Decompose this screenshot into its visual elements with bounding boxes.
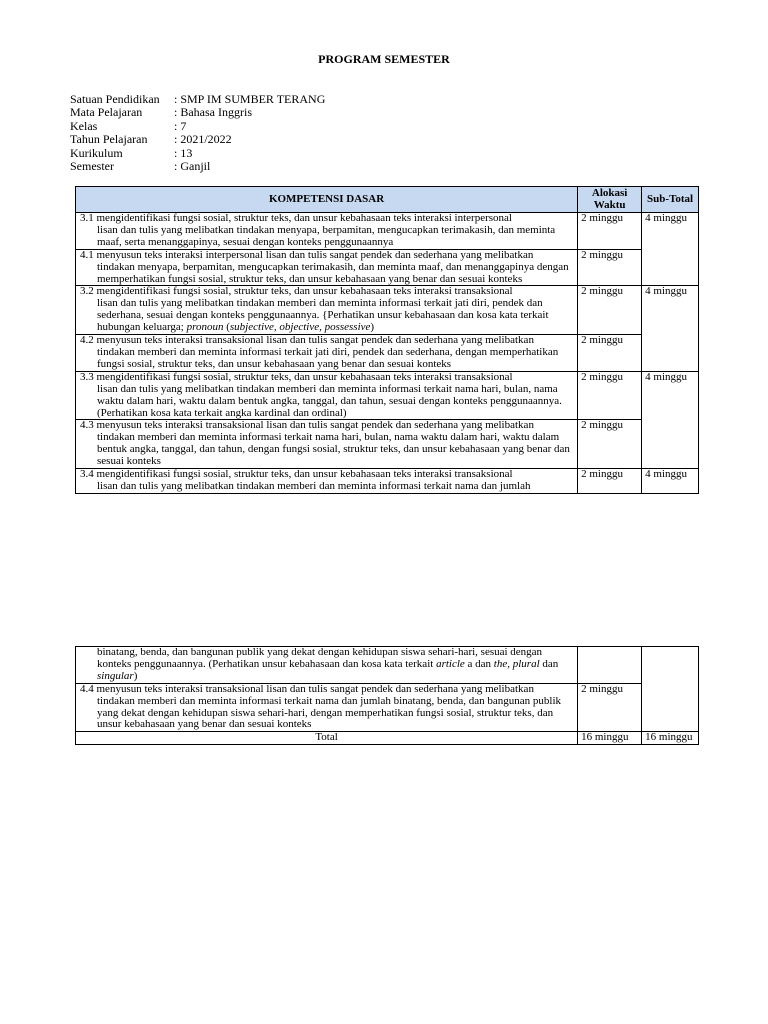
kd-first-line: 3.1 mengidentifikasi fungsi sosial, struktur teks, dan unsur kebahasaan teks interaksi interpersonal <box>80 212 512 224</box>
total-subtotal: 16 minggu <box>642 732 699 745</box>
kd-first-line: 4.3 menyusun teks interaksi transaksional lisan dan tulis sangat pendek dan sederhana yang melibatkan <box>80 419 534 432</box>
info-row <box>70 93 325 106</box>
info-row <box>70 147 325 160</box>
header-kompetensi: KOMPETENSI DASAR <box>76 187 578 213</box>
info-value: : SMP IM SUMBER TERANG <box>174 92 326 106</box>
alokasi-cell: 2 minggu <box>578 213 642 250</box>
kd-rest: tindakan menyapa, berpamitan, mengucapkan terimakasih, dan meminta maaf, dan menanggapinya dengan memperhatikan fungsi sosial, struktur teks, dan unsur kebahasaan yang benar dan sesuai konteks <box>97 260 569 285</box>
info-label: Kurikulum <box>70 145 123 160</box>
kd-rest <box>80 647 574 683</box>
info-value: : 2021/2022 <box>174 132 232 147</box>
info-label: Satuan Pendidikan <box>70 92 160 106</box>
kd-first-line: 4.1 menyusun teks interaksi interpersonal lisan dan tulis sangat pendek dan sederhana yang melibatkan <box>80 248 534 261</box>
kd-rest-italic: singular <box>97 669 134 682</box>
kd-rest-text: ) <box>370 321 375 334</box>
kd-cell <box>76 249 578 286</box>
info-label: Kelas <box>70 118 98 133</box>
kd-first-line: 3.4 mengidentifikasi fungsi sosial, struktur teks, dan unsur kebahasaan teks interaksi transaksional <box>80 468 513 481</box>
alokasi-cell: 2 minggu <box>578 371 642 420</box>
alokasi-cell-empty <box>578 647 642 684</box>
info-value: : Ganjil <box>174 159 211 174</box>
kd-cell <box>76 420 578 469</box>
kd-rest-text: binatang, benda, dan bangunan publik yang dekat dengan kehidupan siswa sehari-hari, sesuai dengan konteks penggunaannya. (Perhatikan unsur kebahasaan dan kosa kata terkait <box>97 646 543 670</box>
kd-rest: lisan dan tulis yang melibatkan tindakan memberi dan meminta informasi terkait nama hari, bulan, nama waktu dalam hari, waktu dalam bentuk angka, tanggal, dan tahun, sesuai dengan konteks penggunaannya. (Perhatikan kosa kata terkait angka kardinal dan ordinal) <box>97 382 562 419</box>
page-title: PROGRAM SEMESTER <box>318 52 450 66</box>
subtotal-cell: 4 minggu <box>642 371 699 468</box>
info-block <box>70 93 325 173</box>
header-alokasi: Alokasi Waktu <box>578 187 642 213</box>
subtotal-cell: 4 minggu <box>642 213 699 286</box>
alokasi-cell: 2 minggu <box>578 286 642 335</box>
kd-cell <box>76 683 578 732</box>
info-label: Tahun Pelajaran <box>70 132 148 147</box>
kd-rest: tindakan memberi dan meminta informasi terkait jati diri, pendek dan sederhana, dengan memperhatikan fungsi sosial, struktur teks, dan unsur kebahasaan yang benar dan sesuai konteks <box>97 345 559 370</box>
table-row <box>76 683 699 732</box>
table-row <box>76 469 699 494</box>
kd-rest-italic: the, plural <box>493 657 540 670</box>
kd-rest: lisan dan tulis yang melibatkan tindakan memberi dan meminta informasi terkait nama dan jumlah <box>97 479 531 492</box>
kd-cell <box>76 213 578 250</box>
kd-rest-italic: subjective, objective, possessive <box>229 321 371 334</box>
kd-first-line: 4.2 menyusun teks interaksi transaksional lisan dan tulis sangat pendek dan sederhana yang melibatkan <box>80 334 534 347</box>
subtotal-cell: 4 minggu <box>642 469 699 494</box>
info-row <box>70 120 325 133</box>
info-label: Semester <box>70 159 114 174</box>
kd-first-line: 3.3 mengidentifikasi fungsi sosial, struktur teks, dan unsur kebahasaan teks interaksi transaksional <box>80 370 513 383</box>
total-row <box>76 732 699 745</box>
total-alokasi: 16 minggu <box>578 732 642 745</box>
kd-rest-italic: article <box>436 657 465 670</box>
competency-table-continued <box>75 646 699 745</box>
info-value: : 7 <box>174 118 187 133</box>
kd-cell <box>76 371 578 420</box>
kd-cell <box>76 469 578 494</box>
kd-rest: tindakan memberi dan meminta informasi terkait nama hari, bulan, nama waktu dalam hari, waktu dalam bentuk angka, tanggal, dan tahun, dengan fungsi sosial, struktur teks, dan unsur kebahasaan yang benar dan sesuai konteks <box>97 431 570 468</box>
kd-rest-text: ( <box>223 321 230 334</box>
alokasi-cell: 2 minggu <box>578 249 642 286</box>
kd-rest-text: dan <box>539 657 559 670</box>
subtotal-cell-empty <box>642 647 699 732</box>
kd-rest: lisan dan tulis yang melibatkan tindakan menyapa, berpamitan, mengucapkan terimakasih, dan meminta maaf, serta menanggapinya, sesuai dengan konteks penggunaannya <box>97 223 556 248</box>
table-row <box>76 371 699 420</box>
alokasi-cell: 2 minggu <box>578 420 642 469</box>
table-row <box>76 249 699 286</box>
table-row <box>76 286 699 335</box>
alokasi-cell: 2 minggu <box>578 469 642 494</box>
kd-rest-italic: pronoun <box>186 321 224 334</box>
kd-rest: tindakan memberi dan meminta informasi terkait nama dan jumlah binatang, benda, dan bangunan publik yang dekat dengan kehidupan siswa sehari-hari, dengan memperhatikan fungsi sosial, struktur teks, dan unsur kebahasaan yang benar dan sesuai konteks <box>97 694 562 731</box>
kd-cell <box>76 286 578 335</box>
info-row <box>70 160 325 173</box>
table-header-row <box>76 187 699 213</box>
kd-first-line: 3.2 mengidentifikasi fungsi sosial, struktur teks, dan unsur kebahasaan teks interaksi transaksional <box>80 285 513 298</box>
info-row <box>70 106 325 119</box>
info-label: Mata Pelajaran <box>70 105 143 120</box>
info-value: : 13 <box>174 145 193 160</box>
table-row <box>76 647 699 684</box>
info-value: : Bahasa Inggris <box>174 105 252 120</box>
info-row <box>70 133 325 146</box>
alokasi-cell: 2 minggu <box>578 683 642 732</box>
alokasi-cell: 2 minggu <box>578 335 642 372</box>
table-row <box>76 213 699 250</box>
kd-cell <box>76 647 578 684</box>
table-row <box>76 335 699 372</box>
kd-rest-text: a dan <box>464 657 494 670</box>
kd-cell <box>76 335 578 372</box>
kd-first-line: 4.4 menyusun teks interaksi transaksional lisan dan tulis sangat pendek dan sederhana yang melibatkan <box>80 682 534 695</box>
kd-rest-text: lisan dan tulis yang melibatkan tindakan memberi dan meminta informasi terkait jati diri, pendek dan sederhana, sesuai dengan konteks penggunaannya. {Perhatikan unsur kebahasaan dan kosa kata terkait hubungan keluarga; <box>97 297 549 334</box>
kd-rest <box>80 298 574 334</box>
header-subtotal: Sub-Total <box>642 187 699 213</box>
kd-rest-text: ) <box>133 669 138 682</box>
total-label: Total <box>76 732 578 745</box>
subtotal-cell: 4 minggu <box>642 286 699 371</box>
table-row <box>76 420 699 469</box>
competency-table <box>75 186 699 494</box>
